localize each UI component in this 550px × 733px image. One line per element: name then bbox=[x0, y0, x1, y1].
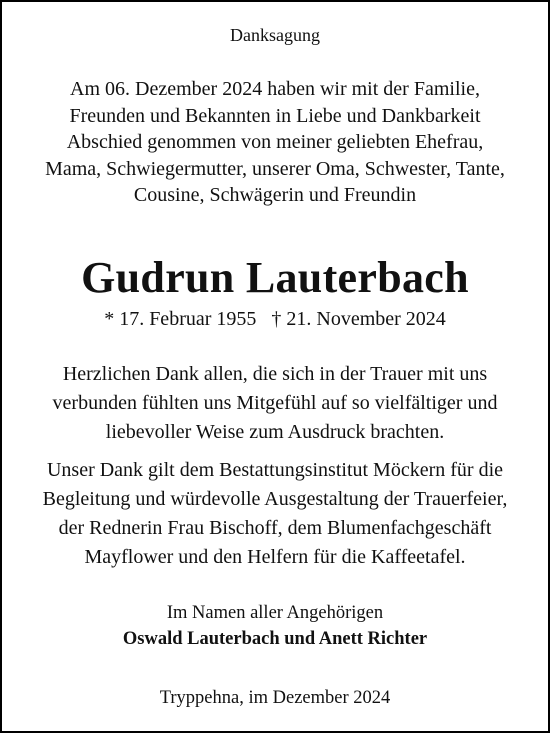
thanks-paragraph-1 bbox=[2, 360, 548, 447]
intro-line: Freunden und Bekannten in Liebe und Dankbarkeit bbox=[69, 104, 481, 127]
life-dates: * 17. Februar 1955 † 21. November 2024 bbox=[104, 308, 446, 330]
thanks-line: Unser Dank gilt dem Bestattungsinstitut Möckern für die bbox=[46, 459, 504, 481]
place-date: Tryppehna, im Dezember 2024 bbox=[159, 688, 391, 708]
thanks-line: der Rednerin Frau Bischoff, dem Blumenfachgeschäft bbox=[58, 517, 492, 539]
intro-line: Mama, Schwiegermutter, unserer Oma, Schwester, Tante, bbox=[45, 157, 505, 180]
signature-block bbox=[2, 600, 548, 652]
intro-line: Abschied genommen von meiner geliebten Ehefrau, bbox=[66, 131, 484, 153]
intro-text bbox=[2, 76, 548, 209]
intro-line: Cousine, Schwägerin und Freundin bbox=[133, 184, 417, 206]
notice-heading: Danksagung bbox=[230, 25, 320, 45]
intro-line: Am 06. Dezember 2024 haben wir mit der Familie, bbox=[70, 78, 480, 100]
thanks-paragraph-2 bbox=[2, 456, 548, 572]
signature-line: Im Namen aller Angehörigen bbox=[166, 603, 384, 623]
thanks-line: liebevoller Weise zum Ausdruck brachten. bbox=[105, 421, 445, 443]
thanks-line: Herzlichen Dank allen, die sich in der Trauer mit uns bbox=[62, 363, 488, 385]
thanks-line: Mayflower und den Helfern für die Kaffeetafel. bbox=[84, 546, 466, 568]
signature-names: Oswald Lauterbach und Anett Richter bbox=[122, 629, 428, 649]
deceased-name: Gudrun Lauterbach bbox=[81, 253, 469, 302]
thanks-line: verbunden fühlten uns Mitgefühl auf so vielfältiger und bbox=[52, 392, 498, 414]
thanks-line: Begleitung und würdevolle Ausgestaltung der Trauerfeier, bbox=[42, 488, 508, 510]
